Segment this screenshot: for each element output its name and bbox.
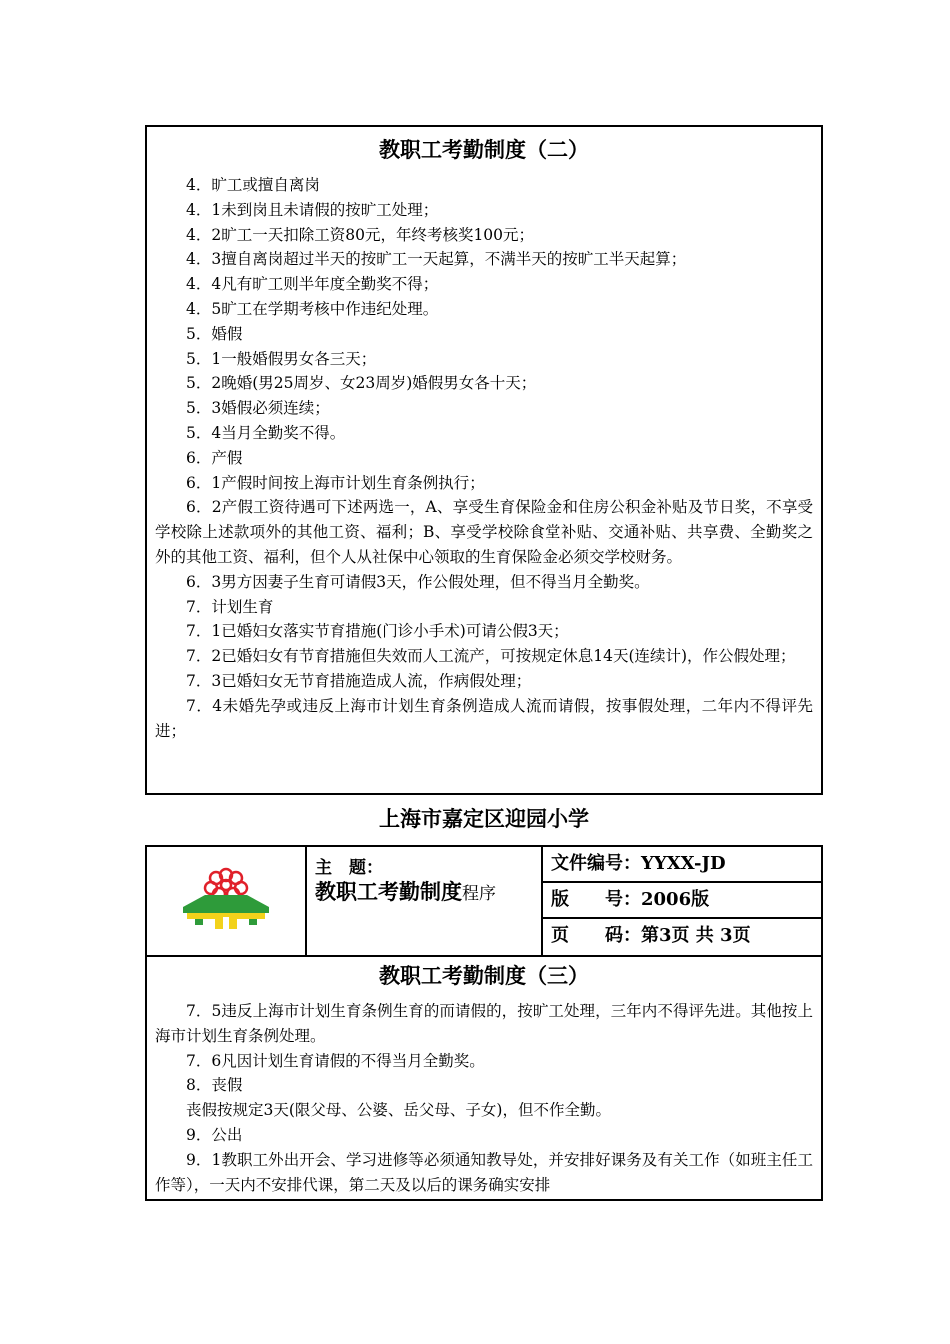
paragraph: 6．3男方因妻子生育可请假3天，作公假处理，但不得当月全勤奖。 [186, 572, 650, 591]
paragraph: 5．4当月全勤奖不得。 [186, 423, 346, 442]
paragraph: 7．1已婚妇女落实节育措施(门诊小手术)可请公假3天； [186, 622, 569, 641]
paragraph: 7．6凡因计划生育请假的不得当月全勤奖。 [186, 1051, 485, 1070]
subject-value [305, 878, 541, 906]
paragraph: 5．1一般婚假男女各三天； [186, 349, 377, 368]
paragraph: 7．5违反上海市计划生育条例生育的而请假的，按旷工处理，三年内不得评先进。其他按上海市计划生育条例处理。 [155, 1002, 813, 1045]
page-number: 页 码：第3页 共 3页 [551, 925, 751, 946]
section-2-content [147, 173, 821, 743]
paragraph: 4．3擅自离岗超过半天的按旷工一天起算，不满半天的按旷工半天起算； [186, 250, 687, 269]
info-cell [543, 847, 821, 955]
paragraph: 6．2产假工资待遇可下述两选一，A、享受生育保险金和住房公积金补贴及节日奖，不享受学校除上述款项外的其他工资、福利；B、享受学校除食堂补贴、交通补贴、共享费、全勤奖之外的其他工资、福利，但个人从社保中心领取的生育保险金必须交学校财务。 [155, 498, 813, 566]
paragraph: 丧假按规定3天(限父母、公婆、岳父母、子女)，但不作全勤。 [186, 1101, 611, 1120]
subject-label: 主 题： [315, 858, 383, 878]
paragraph: 4．旷工或擅自离岗 [186, 176, 320, 194]
paragraph: 7．2已婚妇女有节育措施但失效而人工流产，可按规定休息14天(连续计)，作公假处理； [186, 647, 796, 666]
logo-cell [147, 847, 307, 955]
paragraph: 4．1未到岗且未请假的按旷工处理； [186, 200, 439, 219]
paragraph: 7．3已婚妇女无节育措施造成人流，作病假处理； [186, 671, 532, 690]
school-logo-icon [147, 847, 305, 955]
paragraph: 7．4未婚先孕或违反上海市计划生育条例造成人流而请假，按事假处理，二年内不得评先进； [155, 696, 813, 740]
subject-tail: 程序 [462, 884, 496, 904]
paragraph: 9．公出 [186, 1125, 243, 1144]
school-name: 上海市嘉定区迎园小学 [379, 807, 589, 831]
section-3-content [147, 995, 821, 1197]
paragraph: 7．计划生育 [186, 597, 274, 616]
section-2-box [145, 125, 823, 795]
paragraph: 4．5旷工在学期考核中作违纪处理。 [186, 299, 439, 318]
paragraph: 5．婚假 [186, 324, 243, 343]
paragraph: 4．2旷工一天扣除工资80元，年终考核奖100元； [186, 225, 535, 244]
section-3-box [145, 955, 823, 1201]
paragraph: 6．1产假时间按上海市计划生育条例执行； [186, 473, 485, 492]
paragraph: 5．3婚假必须连续； [186, 399, 330, 418]
paragraph: 8．丧假 [186, 1076, 243, 1095]
paragraph: 5．2晚婚(男25周岁、女23周岁)婚假男女各十天； [186, 374, 537, 393]
section-2-title: 教职工考勤制度（二） [379, 138, 589, 162]
paragraph: 4．4凡有旷工则半年度全勤奖不得； [186, 275, 439, 294]
document-header [145, 845, 823, 955]
paragraph: 6．产假 [186, 448, 243, 467]
subject-cell [305, 847, 543, 955]
section-3-title: 教职工考勤制度（三） [379, 964, 589, 988]
subject-main: 教职工考勤制度 [315, 879, 462, 904]
version: 版 号：2006版 [543, 883, 821, 919]
paragraph: 9．1教职工外出开会、学习进修等必须通知教导处，并安排好课务及有关工作（如班主任工作等），一天内不安排代课，第二天及以后的课务确实安排 [155, 1150, 813, 1194]
doc-number: 文件编号：YYXX-JD [543, 847, 821, 883]
